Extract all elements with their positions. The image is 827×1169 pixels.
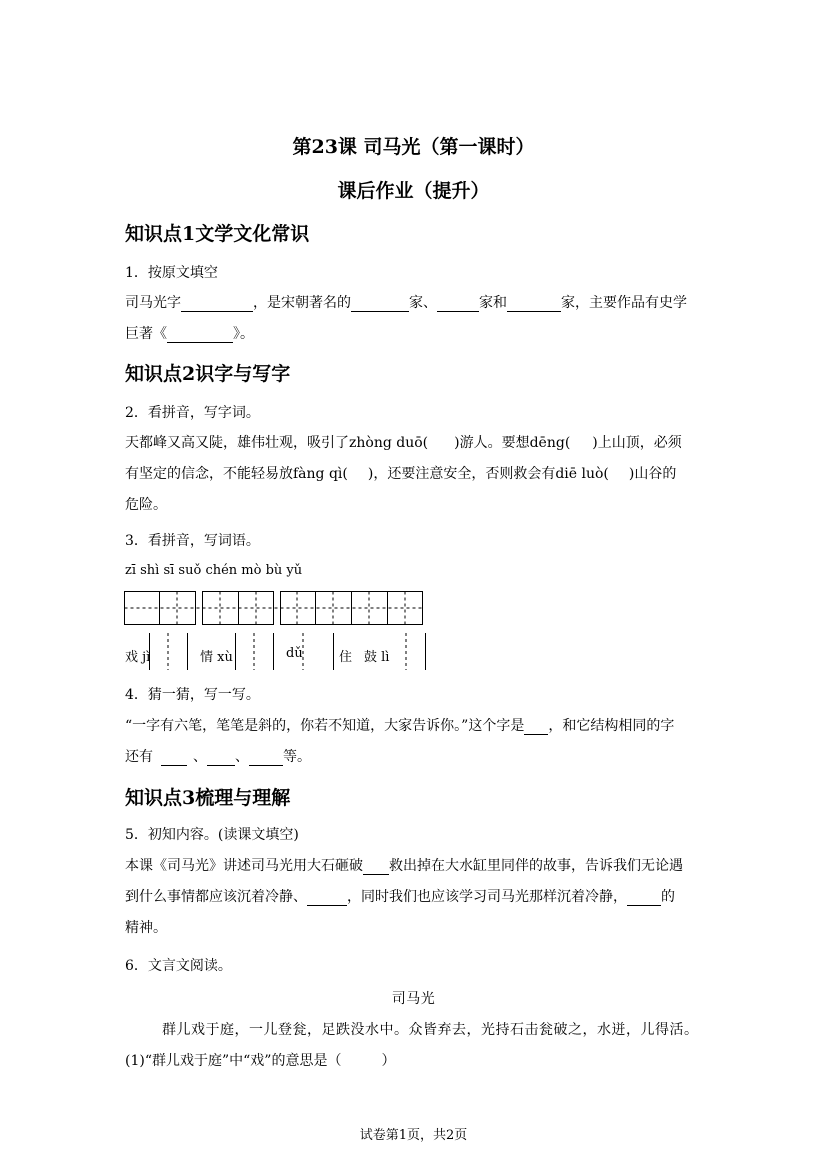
answer-blank[interactable] <box>249 751 283 766</box>
text: ，和它结构相同的字 <box>548 718 675 734</box>
text: 还有 <box>125 749 153 765</box>
page-subtitle: 课后作业（提升） <box>337 180 490 202</box>
text: 司马光字 <box>125 295 181 311</box>
q3-pinyin: zī shì sī suǒ chén mò bù yǔ <box>125 563 303 578</box>
grid-item-2: 情 xù <box>200 650 233 665</box>
q1-line2 <box>125 323 254 343</box>
q1-label: 1．按原文填空 <box>125 265 218 281</box>
section-heading-1: 知识点1文学文化常识 <box>125 223 310 245</box>
answer-blank[interactable] <box>307 891 347 906</box>
text: )游人。要想 <box>454 435 530 451</box>
q2-line3: 危险。 <box>125 497 167 513</box>
text: 的 <box>661 889 675 905</box>
text: 家、 <box>409 295 437 311</box>
q5-line2 <box>125 886 675 906</box>
q5-line3: 精神。 <box>125 920 167 936</box>
text: )，还要注意安全，否则救会有 <box>367 466 556 482</box>
passage-text: 群儿戏于庭，一儿登瓮，足跌没水中。众皆弃去，光持石击瓮破之，水迸，儿得活。 <box>162 1022 699 1038</box>
text: ） <box>381 1053 396 1069</box>
answer-blank[interactable] <box>167 328 233 343</box>
text: 有坚定的信念，不能轻易放 <box>125 466 293 482</box>
q2-label: 2．看拼音，写字词。 <box>125 405 260 421</box>
page-footer: 试卷第1页，共2页 <box>359 1128 468 1143</box>
text: 》。 <box>233 326 254 342</box>
q5-line1 <box>125 855 683 875</box>
q4-line1 <box>125 715 674 735</box>
page-title: 第23课 司马光（第一课时） <box>292 136 535 158</box>
q2-line2 <box>125 463 676 483</box>
q2-line1 <box>125 432 682 452</box>
text: ，是宋朝著名的 <box>253 295 351 311</box>
text: 巨著《 <box>125 326 167 342</box>
q4-line2 <box>125 746 311 766</box>
grid-item-4: 住 <box>339 650 353 665</box>
q6-sub1 <box>125 1050 395 1070</box>
text: 救出掉在大水缸里同伴的故事，告诉我们无论遇 <box>389 858 683 874</box>
answer-blank[interactable] <box>524 720 548 735</box>
answer-blank[interactable] <box>161 751 187 766</box>
text: 、 <box>235 749 249 765</box>
q6-label: 6．文言文阅读。 <box>125 958 232 974</box>
text: (1)“群儿戏于庭”中“戏”的意思是（ <box>125 1053 342 1069</box>
answer-blank[interactable] <box>181 297 253 312</box>
answer-blank[interactable] <box>207 751 235 766</box>
section-heading-3: 知识点3梳理与理解 <box>125 787 291 809</box>
passage-title: 司马光 <box>391 991 436 1007</box>
text: 、 <box>193 749 207 765</box>
text: 本课《司马光》讲述司马光用大石砸破 <box>125 858 363 874</box>
text: 家和 <box>479 295 507 311</box>
answer-blank[interactable] <box>437 297 479 312</box>
text: 等。 <box>283 749 311 765</box>
q5-label: 5．初知内容。(读课文填空) <box>125 827 299 843</box>
q4-label: 4．猜一猜，写一写。 <box>125 687 260 703</box>
text: “一字有六笔，笔笔是斜的，你若不知道，大家告诉你。”这个字是 <box>125 718 525 734</box>
grid-item-3: dǔ <box>286 646 303 661</box>
text: )上山顶，必须 <box>592 435 682 451</box>
answer-blank[interactable] <box>363 860 389 875</box>
grid-item-5: 鼓 lì <box>364 650 390 665</box>
pinyin: dēng( <box>529 435 571 451</box>
text: ，同时我们也应该学习司马光那样沉着冷静， <box>347 889 627 905</box>
text: 天都峰又高又陡，雄伟壮观，吸引了 <box>125 435 349 451</box>
text: )山谷的 <box>628 466 677 482</box>
grid-item-1: 戏 jì <box>125 650 151 665</box>
text: 家，主要作品有史学 <box>561 295 687 311</box>
pinyin: zhòng duō( <box>349 435 429 451</box>
answer-blank[interactable] <box>627 891 661 906</box>
answer-blank[interactable] <box>351 297 409 312</box>
text: 到什么事情都应该沉着冷静、 <box>125 889 307 905</box>
pinyin: fàng qì( <box>293 466 348 482</box>
q1-line1 <box>125 292 687 312</box>
q3-label: 3．看拼音，写词语。 <box>125 533 260 549</box>
section-heading-2: 知识点2识字与写字 <box>125 363 291 385</box>
answer-blank[interactable] <box>507 297 561 312</box>
pinyin: diē luò( <box>555 466 609 482</box>
